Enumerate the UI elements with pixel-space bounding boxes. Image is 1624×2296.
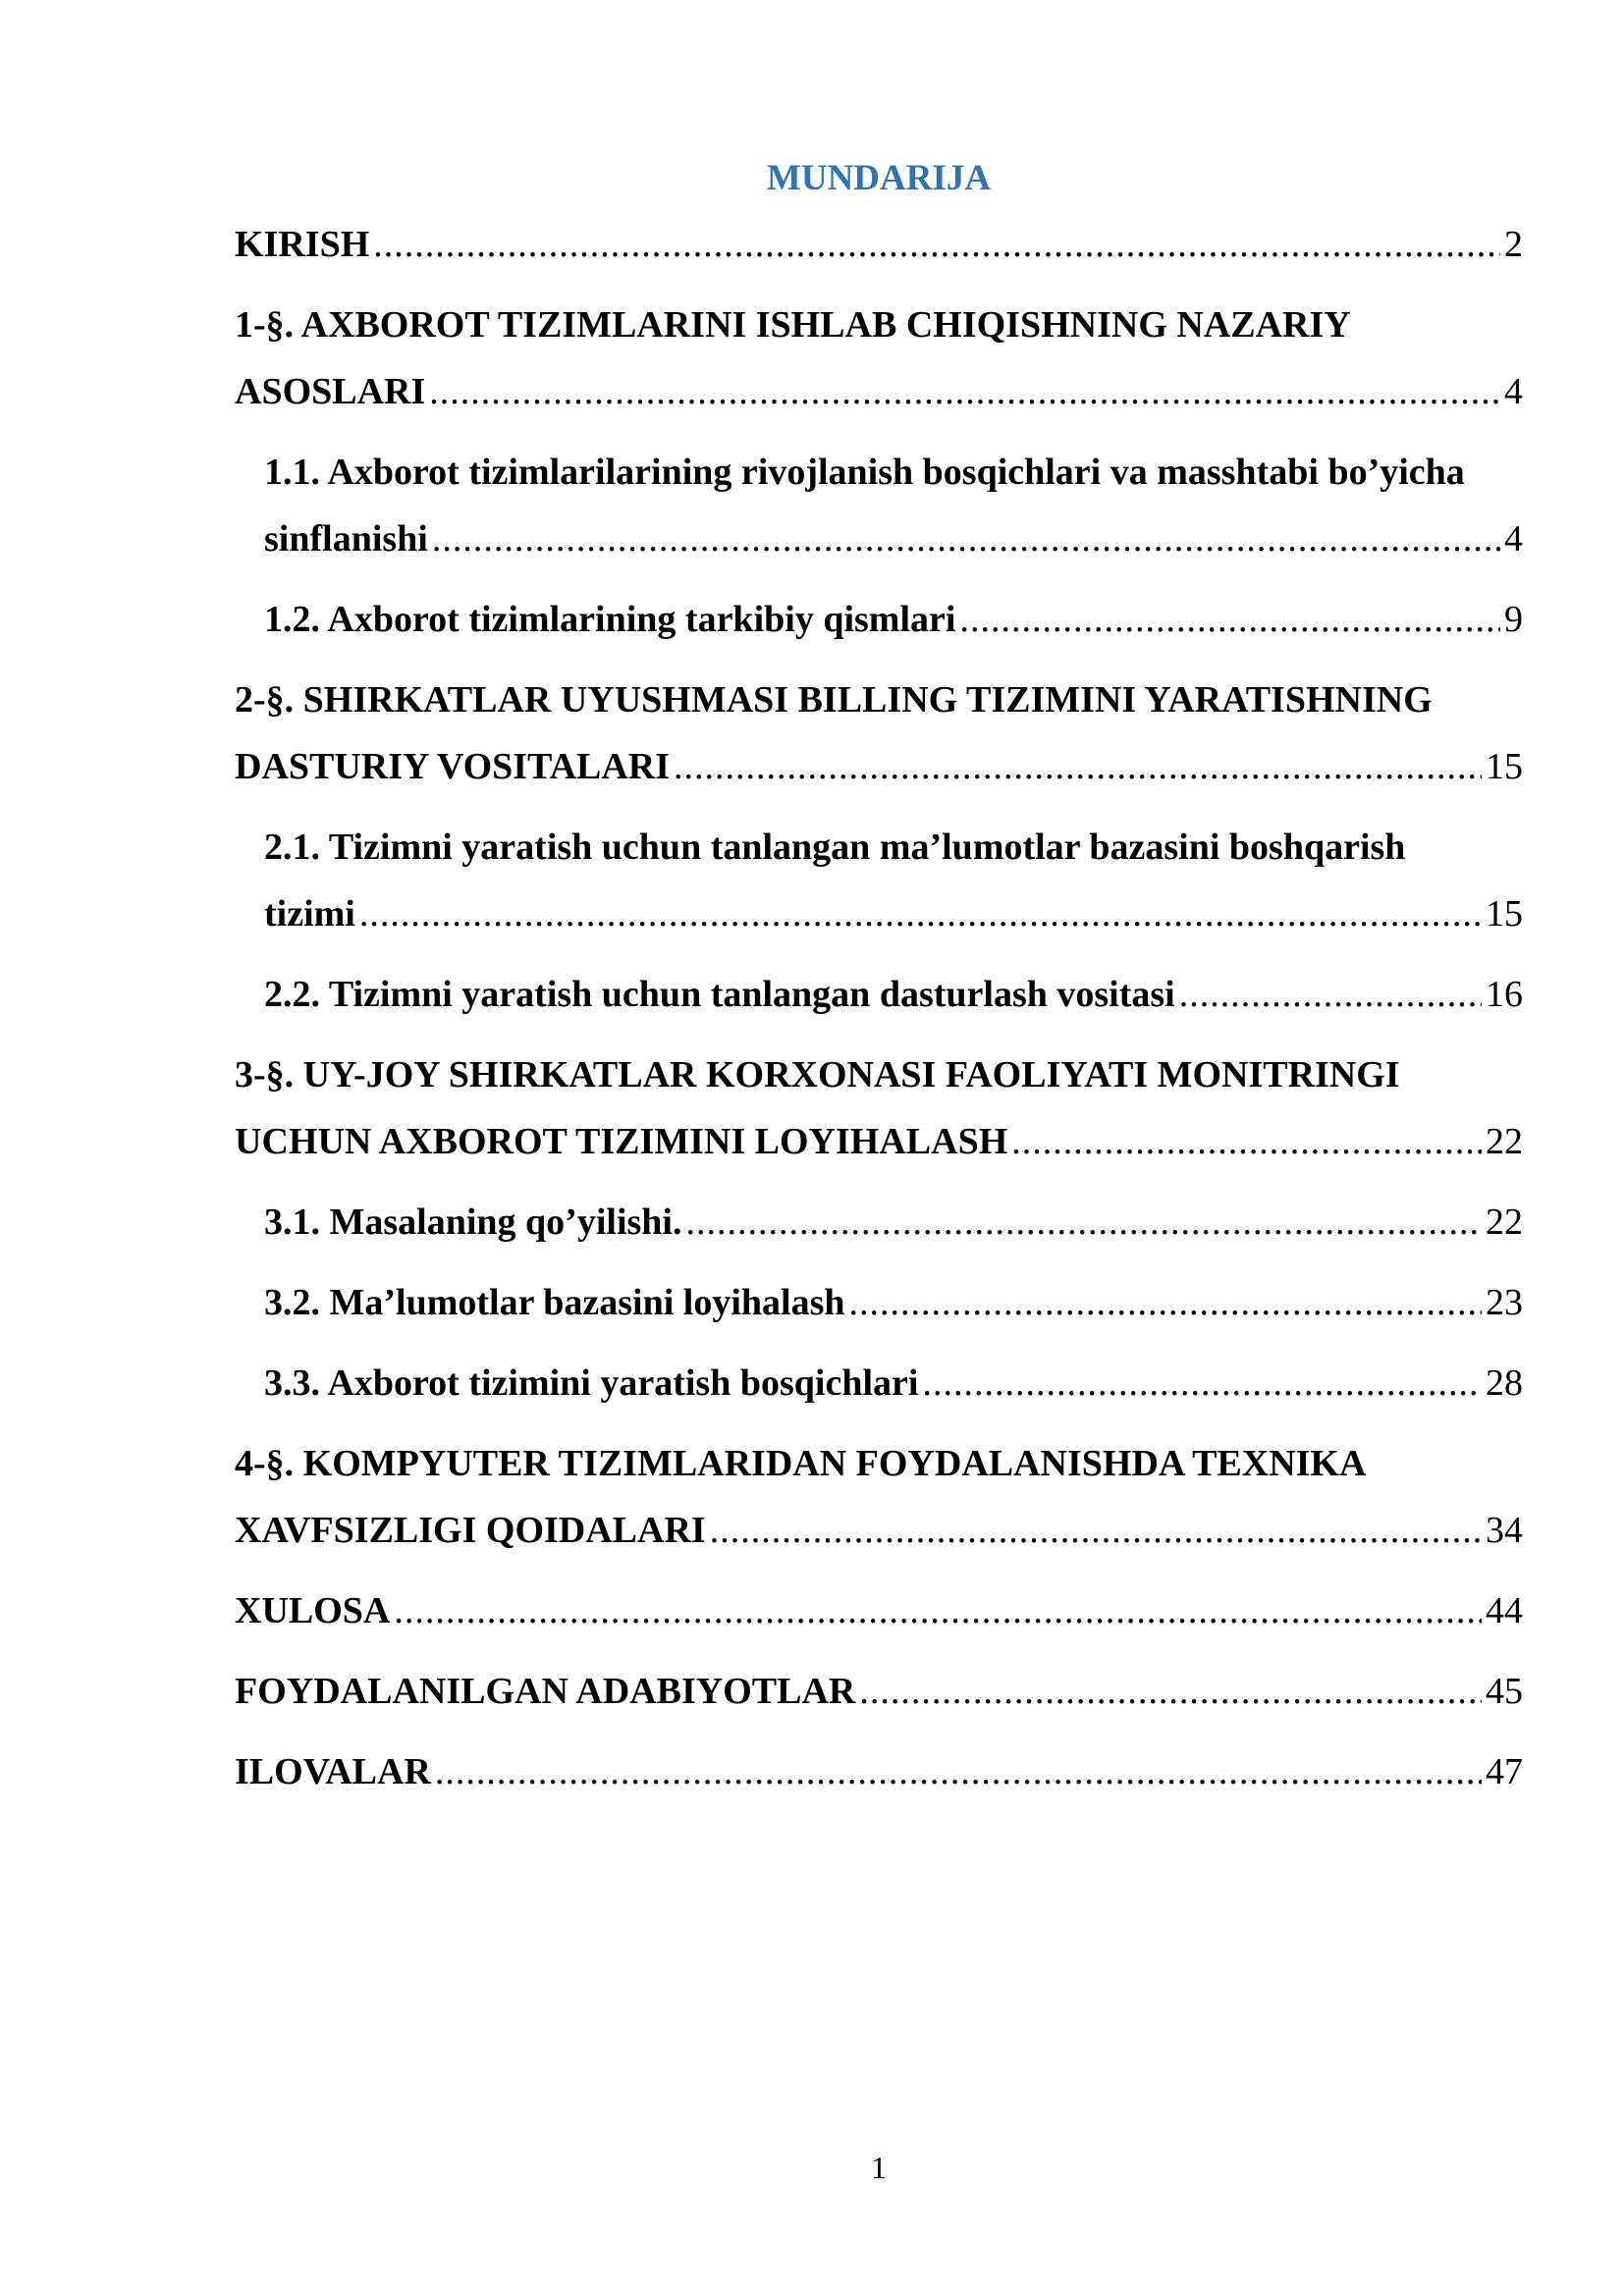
toc-entry-page-number: 23	[1486, 1282, 1523, 1323]
toc-entry[interactable]	[235, 1269, 1523, 1336]
toc-entry-title-line: DASTURIY VOSITALARI	[235, 746, 671, 787]
dot-leader	[685, 1189, 1482, 1255]
toc-entry-title-line: 2.1. Tizimni yaratish uchun tanlangan ma’lumotlar bazasini boshqarish	[264, 827, 1406, 868]
toc-entry-line	[264, 881, 1523, 947]
dot-leader	[1179, 961, 1482, 1028]
toc-entry-page-number: 4	[1504, 518, 1523, 560]
toc-entry-title-line: KIRISH	[235, 224, 370, 265]
dot-leader	[435, 1738, 1482, 1805]
dot-leader	[394, 1577, 1482, 1644]
toc-entry-page-number: 44	[1486, 1590, 1523, 1631]
toc-entry-page-number: 22	[1486, 1201, 1523, 1243]
toc-entry-line	[235, 1497, 1523, 1564]
table-of-contents	[235, 211, 1523, 1819]
toc-entry-line	[264, 961, 1523, 1028]
toc-entry[interactable]	[235, 586, 1523, 653]
toc-entry-title-line: 3.2. Ma’lumotlar bazasini loyihalash	[264, 1282, 845, 1323]
dot-leader	[710, 1497, 1482, 1564]
toc-entry-title-line: sinflanishi	[264, 518, 428, 560]
toc-entry-page-number: 4	[1504, 371, 1523, 412]
toc-entry[interactable]	[235, 292, 1523, 425]
toc-entry[interactable]	[235, 211, 1523, 278]
toc-entry-title-line: 3.3. Axborot tizimini yaratish bosqichlari	[264, 1362, 919, 1404]
toc-entry-title-line: XULOSA	[235, 1590, 391, 1631]
toc-entry-line	[264, 1350, 1523, 1416]
toc-entry-page-number: 16	[1486, 974, 1523, 1015]
toc-entry[interactable]	[235, 1189, 1523, 1255]
toc-entry-title-line: FOYDALANILGAN ADABIYOTLAR	[235, 1671, 856, 1712]
toc-entry-line	[235, 1738, 1523, 1805]
toc-title: MUNDARIJA	[766, 158, 992, 198]
dot-leader	[429, 358, 1500, 425]
toc-entry-line	[235, 1658, 1523, 1725]
toc-entry[interactable]	[235, 1041, 1523, 1175]
toc-entry-title-line: 1.2. Axborot tizimlarining tarkibiy qismlari	[264, 599, 956, 640]
toc-entry-line	[264, 506, 1523, 572]
toc-entry-page-number: 15	[1486, 893, 1523, 934]
toc-entry-page-number: 47	[1486, 1751, 1523, 1792]
toc-entry-line	[235, 358, 1523, 425]
toc-entry[interactable]	[235, 1577, 1523, 1644]
dot-leader	[849, 1269, 1482, 1336]
toc-entry[interactable]	[235, 1658, 1523, 1725]
toc-entry-page-number: 9	[1504, 599, 1523, 640]
dot-leader	[959, 586, 1500, 653]
toc-entry-line	[264, 1269, 1523, 1336]
toc-entry-page-number: 34	[1486, 1510, 1523, 1551]
toc-entry-line	[235, 1108, 1523, 1175]
dot-leader	[859, 1658, 1482, 1725]
toc-entry-title-line: 2.2. Tizimni yaratish uchun tanlangan dasturlash vositasi	[264, 974, 1175, 1015]
dot-leader	[922, 1350, 1482, 1416]
toc-entry-title-line: 3.1. Masalaning qo’yilishi.	[264, 1201, 682, 1243]
toc-entry-line	[235, 1577, 1523, 1644]
toc-entry-title-line: 2-§. SHIRKATLAR UYUSHMASI BILLING TIZIMINI YARATISHNING	[235, 679, 1433, 721]
toc-entry[interactable]	[235, 814, 1523, 947]
toc-entry[interactable]	[235, 1738, 1523, 1805]
toc-entry-title-line: UCHUN AXBOROT TIZIMINI LOYIHALASH	[235, 1121, 1008, 1162]
dot-leader	[359, 881, 1482, 947]
dot-leader	[432, 506, 1500, 572]
toc-entry-line	[235, 211, 1523, 278]
toc-entry-title-line: ILOVALAR	[235, 1751, 431, 1792]
toc-entry-line	[235, 733, 1523, 800]
dot-leader	[1011, 1108, 1482, 1175]
toc-entry-page-number: 22	[1486, 1121, 1523, 1162]
dot-leader	[674, 733, 1482, 800]
toc-entry[interactable]	[235, 1350, 1523, 1416]
page-number: 1	[871, 2150, 887, 2185]
toc-entry-page-number: 45	[1486, 1671, 1523, 1712]
dot-leader	[373, 211, 1500, 278]
toc-entry-line	[264, 586, 1523, 653]
toc-entry[interactable]	[235, 667, 1523, 800]
toc-entry-title-line: 1-§. AXBOROT TIZIMLARINI ISHLAB CHIQISHNING NAZARIY	[235, 304, 1351, 346]
toc-entry-title-line: 4-§. KOMPYUTER TIZIMLARIDAN FOYDALANISHDA TEXNIKA	[235, 1443, 1367, 1484]
toc-entry[interactable]	[235, 961, 1523, 1028]
toc-entry-page-number: 15	[1486, 746, 1523, 787]
toc-entry-title-line: 1.1. Axborot tizimlarilarining rivojlanish bosqichlari va masshtabi bo’yicha	[264, 452, 1465, 493]
toc-entry-title-line: XAVFSIZLIGI QOIDALARI	[235, 1510, 706, 1551]
toc-entry-line	[264, 1189, 1523, 1255]
toc-entry-title-line: 3-§. UY-JOY SHIRKATLAR KORXONASI FAOLIYATI MONITRINGI	[235, 1054, 1400, 1095]
toc-entry-title-line: ASOSLARI	[235, 371, 426, 412]
toc-entry-page-number: 2	[1504, 224, 1523, 265]
toc-entry[interactable]	[235, 1430, 1523, 1564]
toc-entry-page-number: 28	[1486, 1362, 1523, 1404]
toc-entry-title-line: tizimi	[264, 893, 355, 934]
toc-entry[interactable]	[235, 439, 1523, 572]
